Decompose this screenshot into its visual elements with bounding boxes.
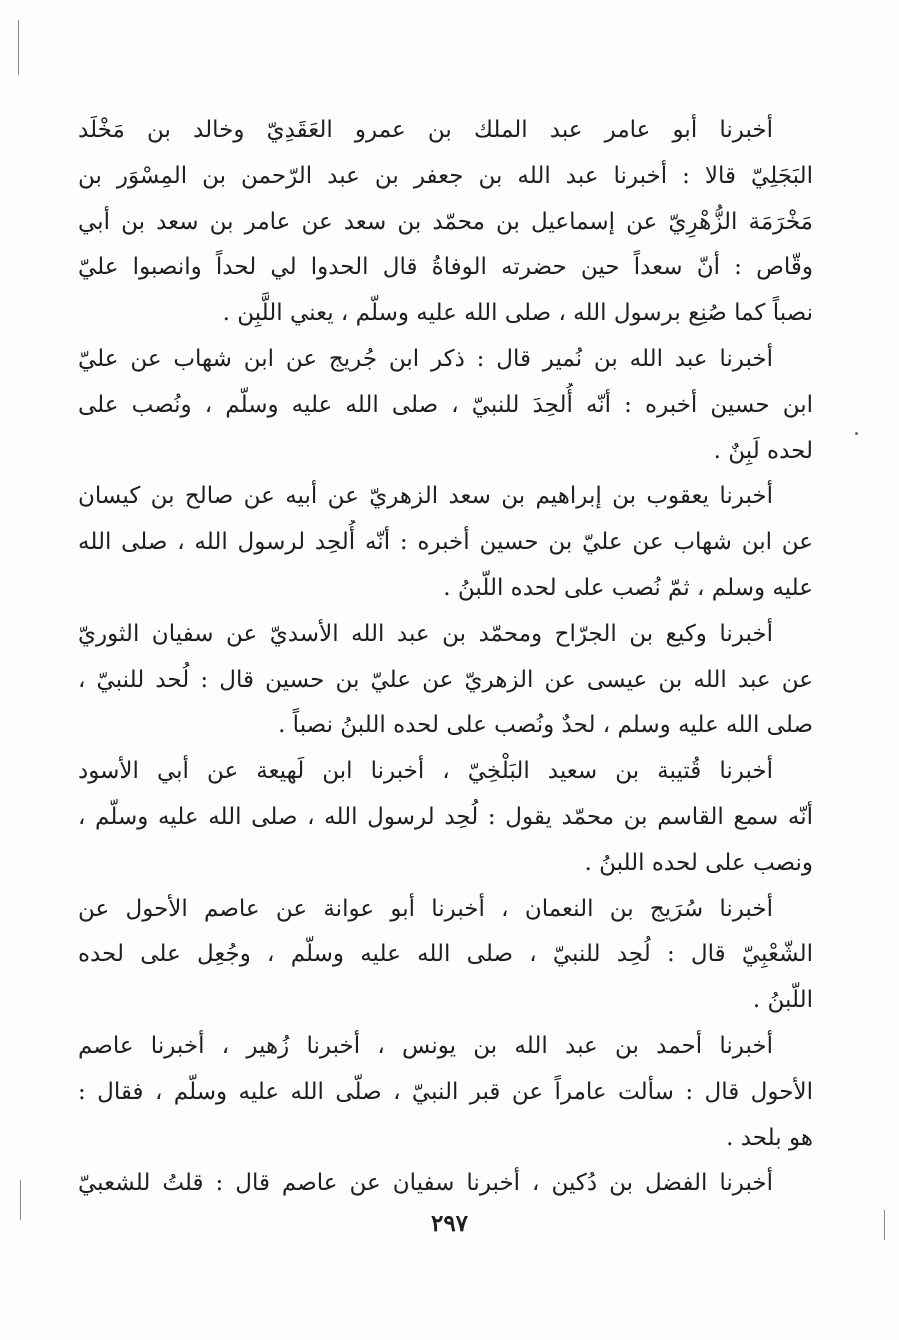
text-line: اللّبنُ .: [752, 987, 813, 1014]
paper-speck: [855, 432, 858, 435]
text-line: عن عبد الله بن عيسى عن الزهريّ عن عليّ بن حسين قال : لُحد للنبيّ ،: [78, 666, 813, 693]
text-line: أخبرنا قُتيبة بن سعيد البَلْخِيّ ، أخبرنا ابن لَهيعة عن أبي الأسود: [78, 758, 773, 785]
text-line: البَجَلِيّ قالا : أخبرنا عبد الله بن جعفر بن عبد الرّحمن بن المِسْوَر بن: [78, 162, 813, 189]
text-line: صلى الله عليه وسلم ، لحدٌ ونُصب على لحده اللبنُ نصباً .: [278, 712, 813, 739]
page-text: [78, 108, 813, 1207]
text-line: لحده لَبِنٌ .: [713, 437, 813, 464]
page-number: ٢٩٧: [430, 1210, 469, 1237]
text-line: أنّه سمع القاسم بن محمّد يقول : لُحِد لرسول الله ، صلى الله عليه وسلّم ،: [78, 803, 813, 830]
paragraph: [78, 474, 813, 611]
text-line: عن ابن شهاب عن عليّ بن حسين أخبره : أنّه أُلحِد لرسول الله ، صلى الله: [78, 529, 813, 556]
text-line: نصباً كما صُنِع برسول الله ، صلى الله عليه وسلّم ، يعني اللَّبِن .: [222, 300, 813, 327]
text-line: أخبرنا سُرَيج بن النعمان ، أخبرنا أبو عوانة عن عاصم الأحول عن: [78, 895, 773, 922]
text-line: الأحول قال : سألت عامراً عن قبر النبيّ ، صلّى الله عليه وسلّم ، فقال :: [78, 1078, 813, 1105]
text-line: أخبرنا أبو عامر عبد الملك بن عمرو العَقَدِيّ وخالد بن مَخْلَد: [78, 117, 773, 143]
text-line: أخبرنا أحمد بن عبد الله بن يونس ، أخبرنا زُهير ، أخبرنا عاصم: [78, 1032, 773, 1059]
paragraph: [78, 887, 813, 1024]
text-line: ونصب على لحده اللبنُ .: [584, 849, 813, 876]
text-line: وقّاص : أنّ سعداً حين حضرته الوفاةُ قال الحدوا لي لحداً وانصبوا عليّ: [78, 254, 813, 281]
paragraph: [78, 337, 813, 474]
left-edge-mark: [18, 20, 19, 75]
text-line: عليه وسلم ، ثمّ نُصب على لحده اللّبنُ .: [443, 574, 813, 601]
paragraph: [78, 1161, 813, 1207]
paragraph: [78, 612, 813, 749]
paragraph: [78, 108, 813, 337]
text-line: هو بلحد .: [726, 1124, 813, 1151]
text-line: ابن حسين أخبره : أنّه أُلحِدَ للنبيّ ، صلى الله عليه وسلّم ، ونُصب على: [78, 391, 813, 418]
text-line: أخبرنا وكيع بن الجرّاح ومحمّد بن عبد الله الأسديّ عن سفيان الثوريّ: [78, 620, 773, 647]
text-line: أخبرنا عبد الله بن نُمير قال : ذكر ابن جُريج عن ابن شهاب عن عليّ: [78, 345, 773, 372]
paragraph: [78, 1024, 813, 1161]
text-line: أخبرنا يعقوب بن إبراهيم بن سعد الزهريّ عن أبيه عن صالح بن كيسان: [78, 483, 773, 510]
text-line: الشّعْبِيّ قال : لُحِد للنبيّ ، صلى الله عليه وسلّم ، وجُعِل على لحده: [78, 941, 813, 968]
paragraph: [78, 749, 813, 886]
text-line: مَخْرَمَة الزُّهْرِيّ عن إسماعيل بن محمّد بن سعد عن عامر بن سعد بن أبي: [78, 208, 813, 235]
text-line: أخبرنا الفضل بن دُكين ، أخبرنا سفيان عن عاصم قال : قلتُ للشعبيّ: [78, 1170, 773, 1197]
